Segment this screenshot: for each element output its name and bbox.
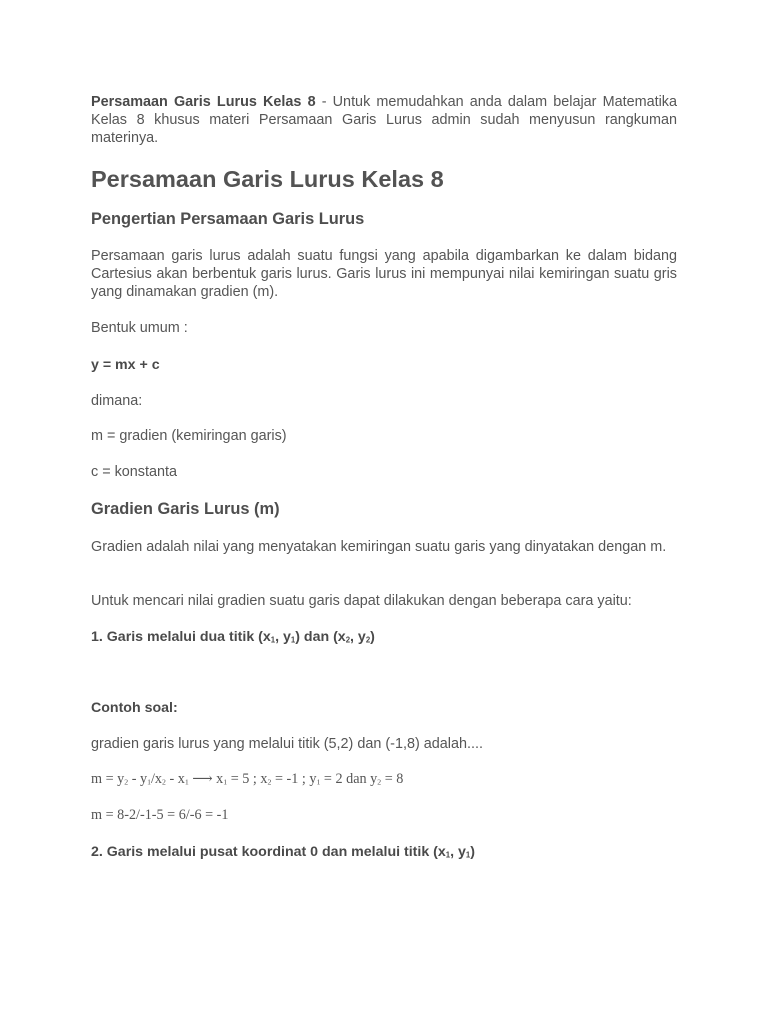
pengertian-paragraph: Persamaan garis lurus adalah suatu fungsi yang apabila digambarkan ke dalam bidang Cartesius akan berbentuk garis lurus. Garis lurus ini mempunyai nilai kemiringan suatu gris yang dinamakan gradien (m).: [91, 248, 677, 300]
calculation-line-1: $m = y_2 - y_1/x_2 - x_1$ ⟶ $x_1 = 5$ ; $x_2 = -1$ ; $y_1 = 2$ dan $y_2 = 8$: [91, 771, 404, 787]
bentuk-umum-label: Bentuk umum :: [91, 320, 188, 336]
cara-paragraph: Untuk mencari nilai gradien suatu garis dapat dilakukan dengan beberapa cara yaitu:: [91, 593, 632, 609]
m-definition: m = gradien (kemiringan garis): [91, 428, 287, 444]
dimana-label: dimana:: [91, 393, 143, 409]
section-heading-gradien: Gradien Garis Lurus (m): [91, 500, 280, 518]
method-2-heading: 2. Garis melalui pusat koordinat 0 dan melalui titik ($x_1$, $y_1$): [91, 844, 475, 860]
contoh-soal-label: Contoh soal:: [91, 700, 178, 716]
section-heading-pengertian: Pengertian Persamaan Garis Lurus: [91, 210, 365, 228]
method-1-heading: 1. Garis melalui dua titik ($x_1$, $y_1$) dan ($x_2$, $y_2$): [91, 629, 375, 645]
intro-text: - Untuk memudahkan anda dalam belajar Matematika Kelas 8 khusus materi Persamaan Garis Lurus admin sudah menyusun rangkuman materinya.: [91, 94, 677, 146]
calculation-line-2: m = 8-2/-1-5 = 6/-6 = -1: [91, 807, 229, 823]
c-definition: c = konstanta: [91, 464, 177, 480]
gradien-paragraph: Gradien adalah nilai yang menyatakan kemiringan suatu garis yang dinyatakan dengan m.: [91, 539, 667, 555]
intro-lead: Persamaan Garis Lurus Kelas 8: [91, 94, 316, 110]
general-formula: y = mx + c: [91, 357, 160, 373]
soal-text: gradien garis lurus yang melalui titik (5,2) dan (-1,8) adalah....: [91, 736, 483, 752]
page-title: Persamaan Garis Lurus Kelas 8: [91, 166, 444, 192]
intro-paragraph: [91, 93, 677, 147]
